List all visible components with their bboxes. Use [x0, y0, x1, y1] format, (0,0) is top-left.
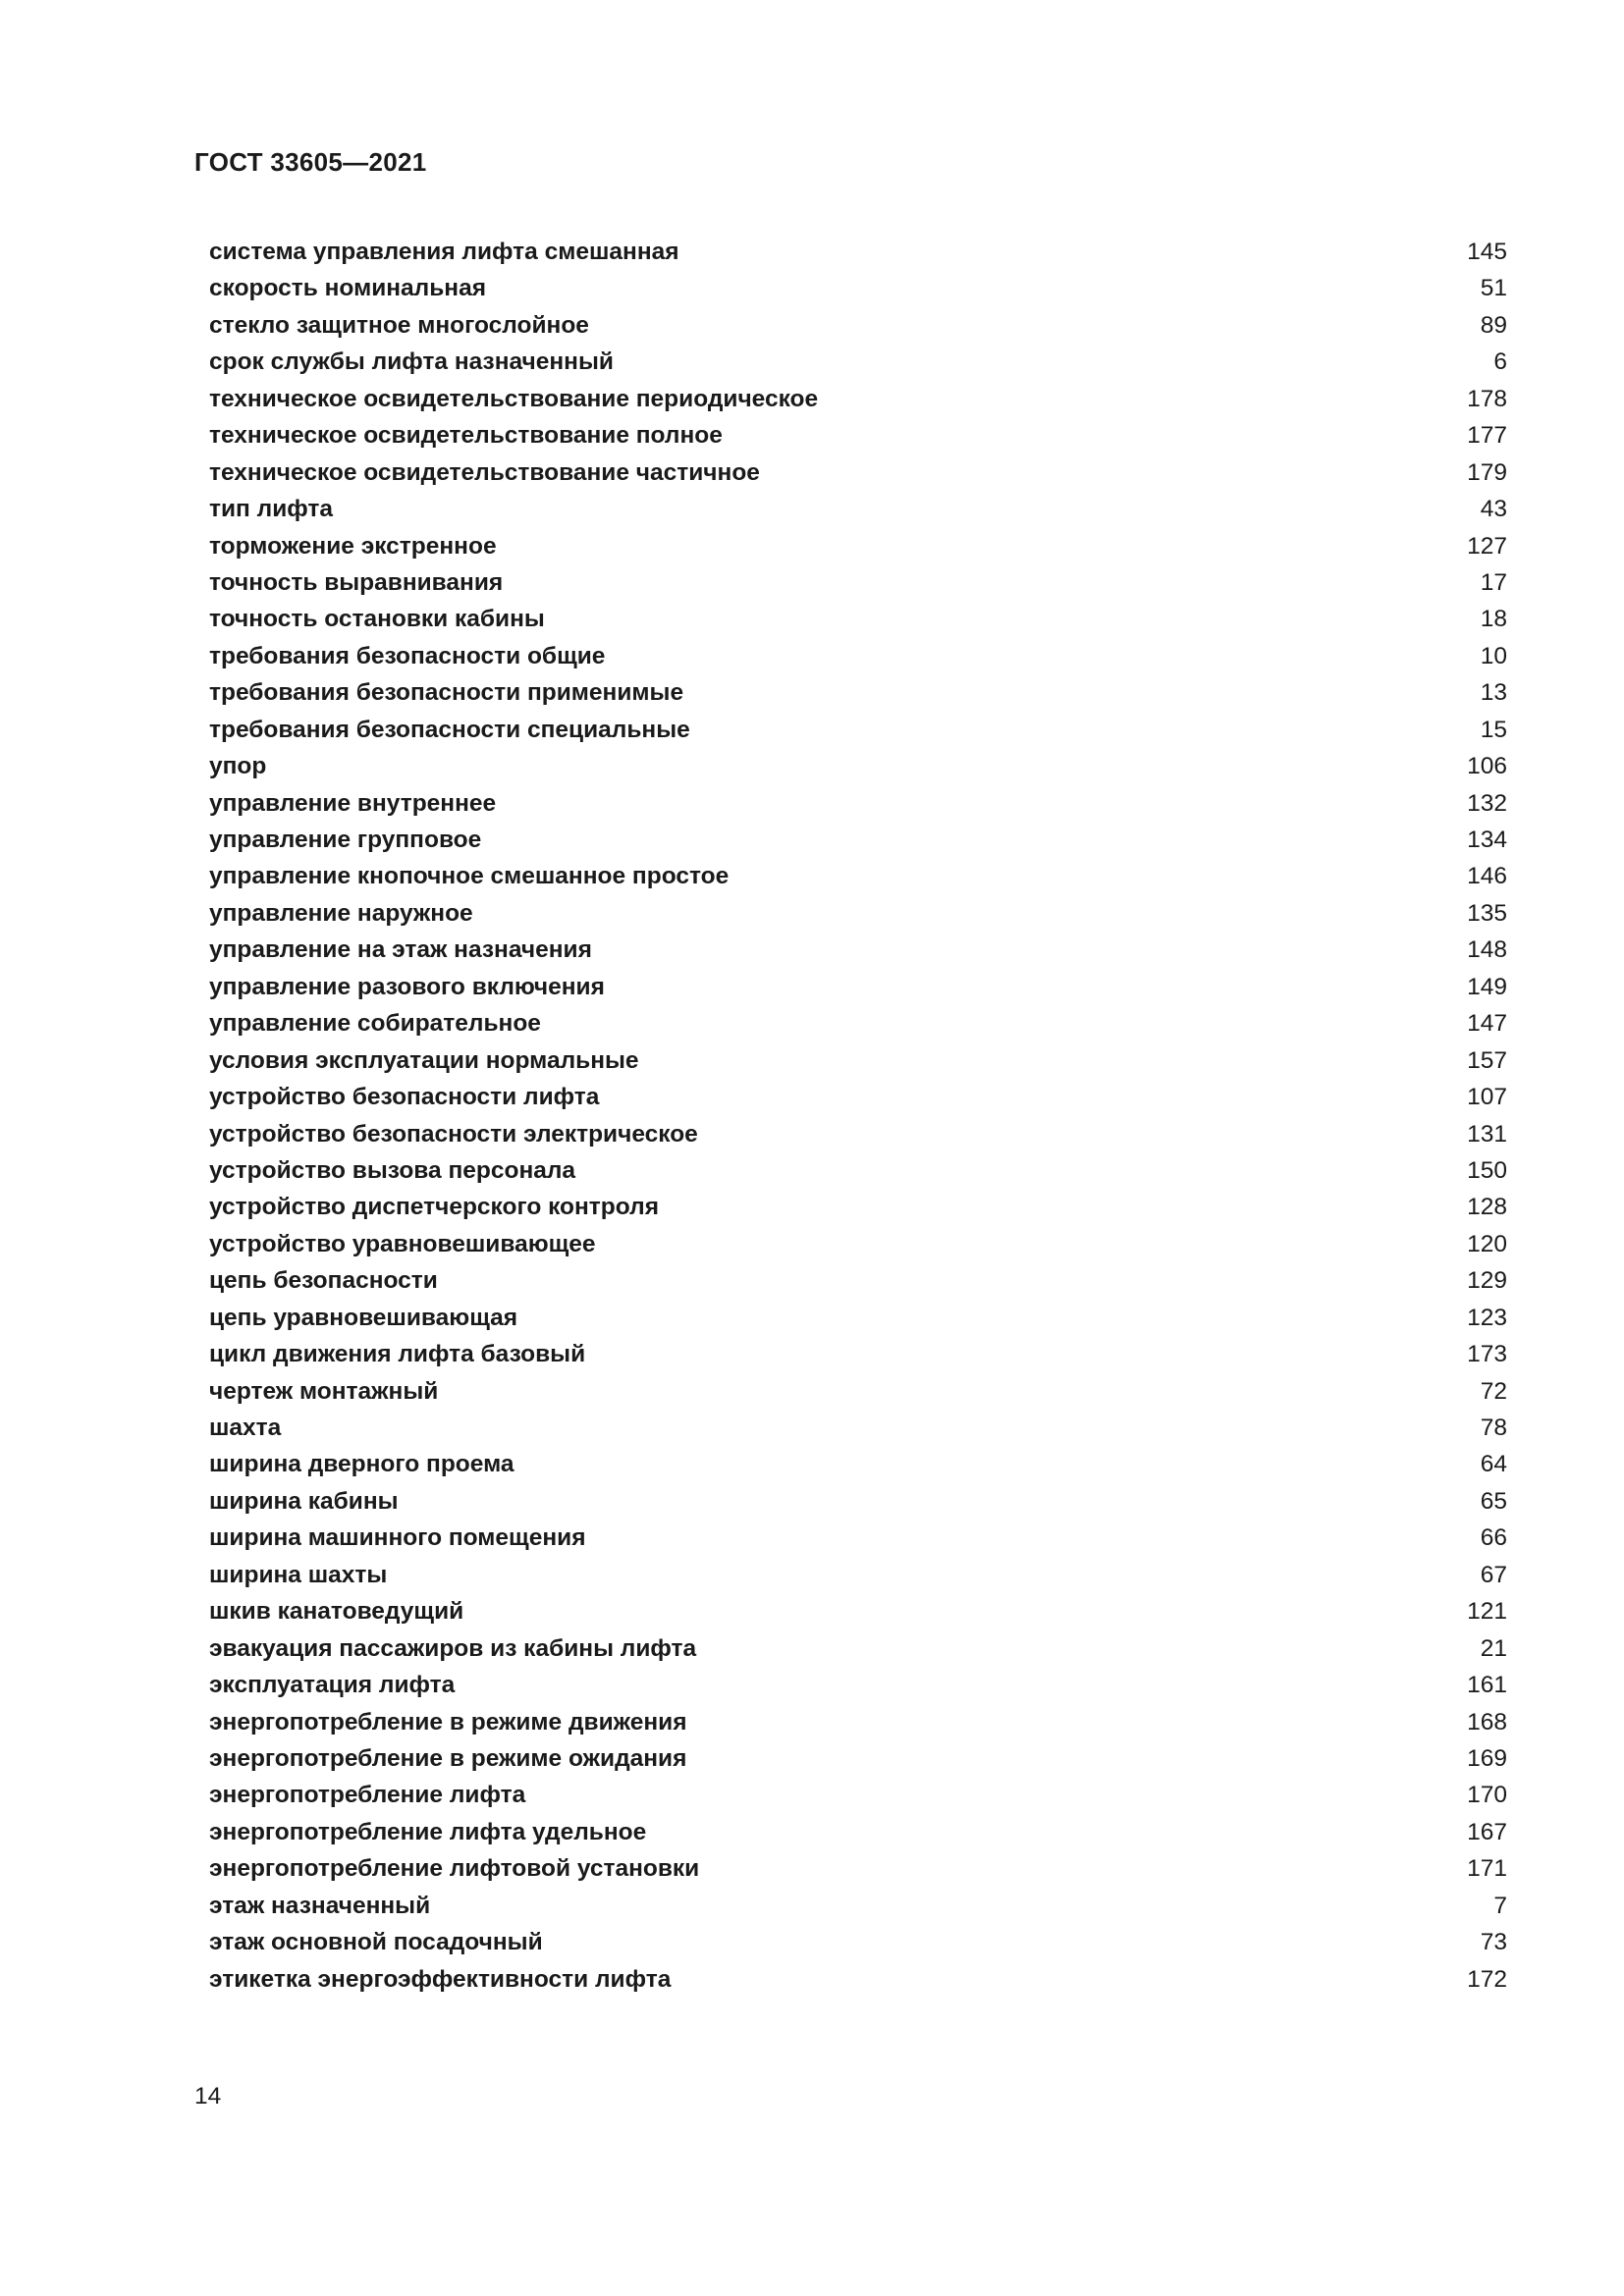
index-entry [209, 858, 1507, 894]
index-term: этикетка энергоэффективности лифта [209, 1965, 672, 1993]
index-entry [209, 1520, 1507, 1556]
index-term-number: 135 [1467, 899, 1507, 927]
index-term: энергопотребление в режиме движения [209, 1708, 687, 1735]
index-entry [209, 1116, 1507, 1152]
index-term-number: 170 [1467, 1782, 1507, 1809]
index-term-number: 107 [1467, 1084, 1507, 1111]
index-term: техническое освидетельствование полное [209, 422, 723, 450]
index-term-number: 17 [1480, 568, 1507, 596]
index-entry [209, 1300, 1507, 1336]
index-entry [209, 1777, 1507, 1813]
index-term: требования безопасности применимые [209, 679, 684, 707]
index-term-number: 67 [1480, 1561, 1507, 1588]
index-term-number: 64 [1480, 1451, 1507, 1478]
index-term-number: 65 [1480, 1487, 1507, 1515]
index-entry [209, 307, 1507, 344]
index-entry [209, 1850, 1507, 1887]
index-term-number: 179 [1467, 458, 1507, 486]
index-term-number: 150 [1467, 1156, 1507, 1184]
index-term-number: 147 [1467, 1010, 1507, 1038]
index-term: чертеж монтажный [209, 1377, 439, 1405]
index-term: управление разового включения [209, 973, 605, 1000]
index-term-number: 15 [1480, 716, 1507, 743]
index-term: устройство уравновешивающее [209, 1230, 596, 1257]
index-term-number: 132 [1467, 789, 1507, 817]
index-entry [209, 1961, 1507, 1998]
index-term-number: 172 [1467, 1965, 1507, 1993]
index-term-number: 18 [1480, 606, 1507, 633]
index-entry [209, 1410, 1507, 1446]
index-term: ширина дверного проема [209, 1451, 514, 1478]
index-entry [209, 1079, 1507, 1115]
index-term: цепь уравновешивающая [209, 1304, 518, 1331]
index-entry [209, 638, 1507, 674]
index-term-number: 171 [1467, 1855, 1507, 1883]
index-entry [209, 969, 1507, 1005]
index-term: устройство безопасности электрическое [209, 1120, 698, 1148]
index-term-number: 72 [1480, 1377, 1507, 1405]
index-term: энергопотребление лифта [209, 1782, 526, 1809]
index-term: шахта [209, 1415, 282, 1441]
index-term-number: 51 [1480, 275, 1507, 302]
index-entry [209, 785, 1507, 822]
index-term: система управления лифта смешанная [209, 239, 679, 265]
index-term: управление собирательное [209, 1010, 541, 1038]
index-term: энергопотребление в режиме ожидания [209, 1744, 687, 1772]
document-code: ГОСТ 33605—2021 [194, 147, 427, 177]
index-term: ширина машинного помещения [209, 1524, 586, 1552]
index-entry [209, 1483, 1507, 1520]
index-entry [209, 1593, 1507, 1629]
index-term-number: 128 [1467, 1194, 1507, 1221]
index-term-number: 127 [1467, 532, 1507, 560]
index-term-number: 7 [1493, 1892, 1507, 1919]
index-term-number: 167 [1467, 1818, 1507, 1845]
index-term: упор [209, 753, 267, 780]
index-term-number: 173 [1467, 1341, 1507, 1368]
index-entry [209, 1152, 1507, 1189]
index-term-number: 10 [1480, 642, 1507, 669]
index-term: ширина кабины [209, 1487, 399, 1515]
page-number: 14 [194, 2083, 222, 2109]
index-entry [209, 234, 1507, 270]
index-term: этаж основной посадочный [209, 1929, 543, 1956]
index-term-number: 149 [1467, 973, 1507, 1000]
index-term-number: 73 [1480, 1929, 1507, 1956]
index-term-number: 43 [1480, 496, 1507, 523]
index-entry [209, 454, 1507, 491]
index-term-number: 78 [1480, 1415, 1507, 1441]
index-term-number: 21 [1480, 1634, 1507, 1662]
index-term: цикл движения лифта базовый [209, 1341, 586, 1368]
index-term: стекло защитное многослойное [209, 311, 589, 339]
index-term-number: 89 [1480, 311, 1507, 339]
index-term-number: 66 [1480, 1524, 1507, 1552]
index-term: этаж назначенный [209, 1892, 431, 1919]
index-term: устройство диспетчерского контроля [209, 1194, 659, 1221]
index-term-number: 134 [1467, 827, 1507, 853]
index-term: энергопотребление лифтовой установки [209, 1855, 700, 1883]
index-entry [209, 822, 1507, 858]
index-term: срок службы лифта назначенный [209, 348, 614, 376]
index-entry [209, 1630, 1507, 1667]
index-term: требования безопасности специальные [209, 716, 690, 743]
index-entry [209, 1667, 1507, 1703]
index-term: тип лифта [209, 496, 334, 523]
index-entry [209, 1226, 1507, 1262]
index-entry [209, 601, 1507, 637]
alphabetical-index [209, 234, 1507, 1998]
index-term-number: 121 [1467, 1598, 1507, 1626]
index-entry [209, 1704, 1507, 1740]
index-term: требования безопасности общие [209, 642, 606, 669]
index-term-number: 120 [1467, 1230, 1507, 1257]
index-entry [209, 1262, 1507, 1299]
index-entry [209, 1740, 1507, 1777]
index-term-number: 129 [1467, 1267, 1507, 1295]
index-entry [209, 1336, 1507, 1372]
index-term: скорость номинальная [209, 275, 487, 302]
index-term: ширина шахты [209, 1561, 388, 1588]
index-term-number: 145 [1467, 239, 1507, 265]
index-entry [209, 712, 1507, 748]
index-entry [209, 417, 1507, 454]
index-term-number: 146 [1467, 863, 1507, 890]
index-term-number: 13 [1480, 679, 1507, 707]
index-term: условия эксплуатации нормальные [209, 1046, 639, 1074]
index-entry [209, 895, 1507, 932]
index-entry [209, 1189, 1507, 1225]
index-entry [209, 1042, 1507, 1079]
index-term-number: 157 [1467, 1046, 1507, 1074]
index-term-number: 177 [1467, 422, 1507, 450]
index-entry [209, 932, 1507, 968]
index-entry [209, 270, 1507, 306]
index-term-number: 178 [1467, 385, 1507, 412]
index-term: цепь безопасности [209, 1267, 438, 1295]
index-term: эвакуация пассажиров из кабины лифта [209, 1634, 697, 1662]
index-entry [209, 1373, 1507, 1410]
index-entry [209, 1888, 1507, 1924]
index-entry [209, 344, 1507, 380]
index-term-number: 169 [1467, 1744, 1507, 1772]
index-term: техническое освидетельствование частичное [209, 458, 760, 486]
index-term: управление кнопочное смешанное простое [209, 863, 730, 890]
index-term: эксплуатация лифта [209, 1672, 456, 1699]
index-entry [209, 674, 1507, 711]
index-term-number: 148 [1467, 936, 1507, 964]
index-term: устройство безопасности лифта [209, 1084, 600, 1111]
index-entry [209, 1814, 1507, 1850]
index-term-number: 168 [1467, 1708, 1507, 1735]
index-term-number: 161 [1467, 1672, 1507, 1699]
index-entry [209, 1005, 1507, 1041]
index-entry [209, 748, 1507, 784]
index-entry [209, 528, 1507, 564]
index-term: торможение экстренное [209, 532, 497, 560]
index-term: энергопотребление лифта удельное [209, 1818, 647, 1845]
index-entry [209, 491, 1507, 527]
index-term: шкив канатоведущий [209, 1598, 464, 1626]
index-term: управление на этаж назначения [209, 936, 592, 964]
index-term: управление групповое [209, 827, 482, 853]
index-term-number: 123 [1467, 1304, 1507, 1331]
index-entry [209, 1924, 1507, 1960]
index-term: точность остановки кабины [209, 606, 545, 633]
index-term-number: 6 [1493, 348, 1507, 376]
index-entry [209, 381, 1507, 417]
index-term: точность выравнивания [209, 568, 504, 596]
index-entry [209, 1446, 1507, 1482]
index-term-number: 106 [1467, 753, 1507, 780]
index-term-number: 131 [1467, 1120, 1507, 1148]
index-entry [209, 564, 1507, 601]
index-entry [209, 1557, 1507, 1593]
index-term: техническое освидетельствование периодическое [209, 385, 819, 412]
index-term: управление внутреннее [209, 789, 497, 817]
index-term: управление наружное [209, 899, 473, 927]
index-term: устройство вызова персонала [209, 1156, 576, 1184]
